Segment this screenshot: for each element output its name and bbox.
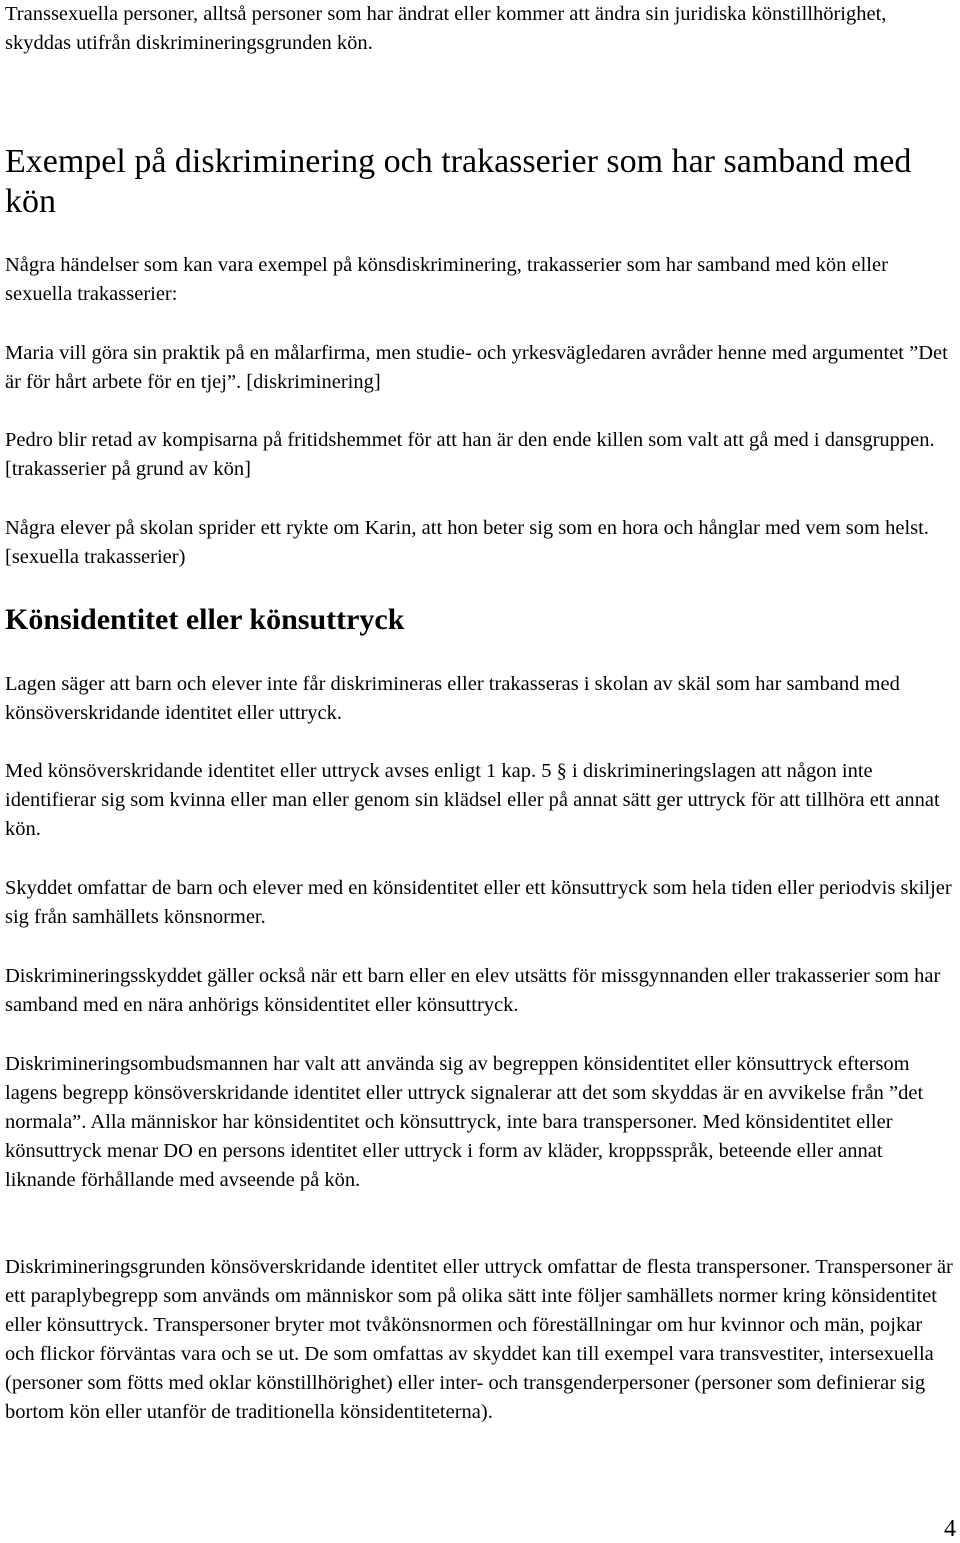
relatives-protection-paragraph: Diskrimineringsskyddet gäller också när ett barn eller en elev utsätts för missgynnanden eller trakasserier som har samband med en nära anhörigs könsidentitet eller könsuttryck. <box>5 965 941 1016</box>
section-heading-examples: Exempel på diskriminering och trakasserier som har samband med kön <box>5 143 912 220</box>
intro-paragraph: Transsexuella personer, alltså personer som har ändrat eller kommer att ändra sin juridiska könstillhörighet, skyddas utifrån diskrimineringsgrunden kön. <box>5 3 887 54</box>
transpersons-paragraph: Diskrimineringsgrunden könsöverskridande identitet eller uttryck omfattar de flesta transpersoner. Transpersoner är ett paraplybegrepp som används om människor som på olika sätt inte följer samhällets normer kring könsidentitet eller könsuttryck. Transpersoner bryter mot tvåkönsnormen och föreställningar om hur kvinnor och män, pojkar och flickor förväntas vara och se ut. De som omfattas av skyddet kan till exempel vara transvestiter, intersexuella (personer som fötts med oklar könstillhörighet) eller inter- och transgenderpersoner (personer som definierar sig bortom kön eller utanför de traditionella könsidentiteterna). <box>5 1256 953 1423</box>
examples-lead-paragraph: Några händelser som kan vara exempel på könsdiskriminering, trakasserier som har samband med kön eller sexuella trakasserier: <box>5 254 888 305</box>
section-heading-gender-identity: Könsidentitet eller könsuttryck <box>5 603 405 636</box>
do-terminology-paragraph: Diskrimineringsombudsmannen har valt att använda sig av begreppen könsidentitet eller könsuttryck eftersom lagens begrepp könsöverskridande identitet eller uttryck signalerar att det som skyddas är en avvikelse från ”det normala”. Alla människor har könsidentitet och könsuttryck, inte bara transpersoner. Med könsidentitet eller könsuttryck menar DO en persons identitet eller uttryck i form av kläder, kroppsspråk, beteende eller annat liknande förhållande med avseende på kön. <box>5 1053 924 1191</box>
definition-paragraph: Med könsöverskridande identitet eller uttryck avses enligt 1 kap. 5 § i diskrimineringslagen att någon inte identifierar sig som kvinna eller man eller genom sin klädsel eller på annat sätt ger uttryck för att tillhöra ett annat kön. <box>5 760 940 840</box>
page-number: 4 <box>944 1516 956 1542</box>
protection-scope-paragraph: Skyddet omfattar de barn och elever med en könsidentitet eller ett könsuttryck som hela tiden eller periodvis skiljer sig från samhällets könsnormer. <box>5 877 952 928</box>
example-pedro-paragraph: Pedro blir retad av kompisarna på fritidshemmet för att han är den ende killen som valt att gå med i dansgruppen. [trakasserier på grund av kön] <box>5 429 935 480</box>
law-paragraph: Lagen säger att barn och elever inte får diskrimineras eller trakasseras i skolan av skäl som har samband med könsöverskridande identitet eller uttryck. <box>5 673 900 724</box>
example-karin-paragraph: Några elever på skolan sprider ett rykte om Karin, att hon beter sig som en hora och hånglar med vem som helst. [sexuella trakasserier) <box>5 517 929 568</box>
example-maria-paragraph: Maria vill göra sin praktik på en målarfirma, men studie- och yrkesvägledaren avråder henne med argumentet ”Det är för hårt arbete för en tjej”. [diskriminering] <box>5 342 948 393</box>
